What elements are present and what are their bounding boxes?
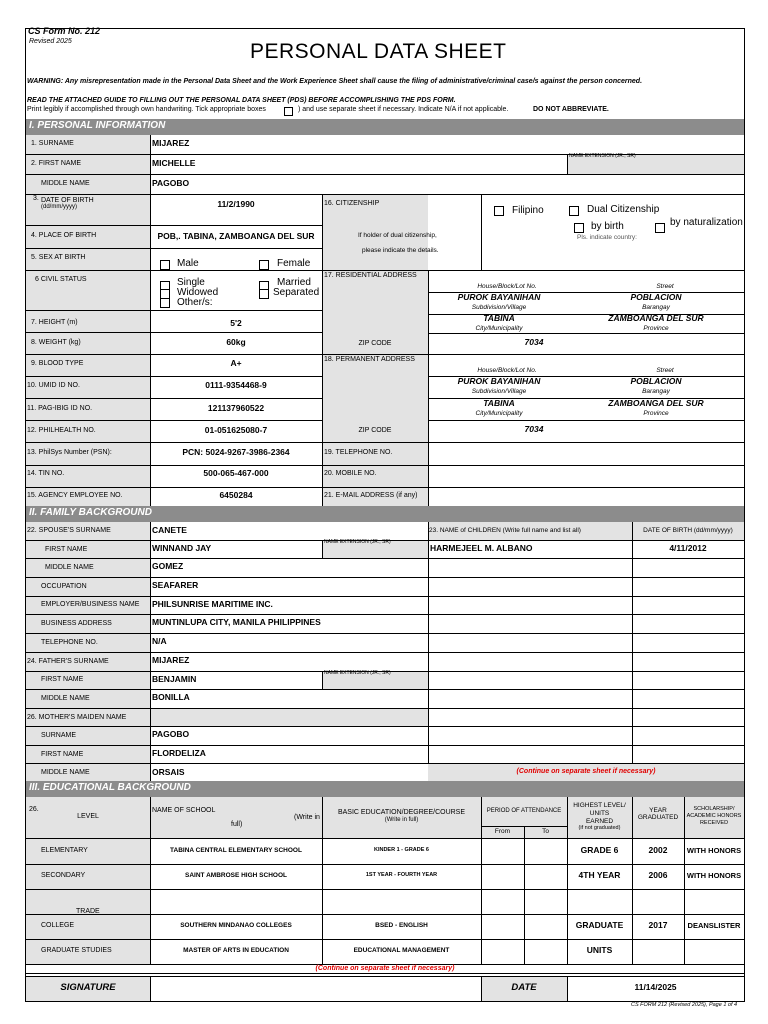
section-educational-background: III. EDUCATIONAL BACKGROUND [26, 781, 744, 797]
citizenship-by-birth-label: by birth [591, 221, 624, 232]
middle-name-label: MIDDLE NAME [41, 180, 90, 187]
umid-label: 10. UMID ID NO. [27, 382, 80, 389]
date-value[interactable]: 11/14/2025 [634, 982, 677, 992]
signature-label: SIGNATURE [60, 982, 116, 993]
father-middle-label: MIDDLE NAME [41, 695, 90, 702]
dual-note-1: If holder of dual citizenship, [358, 232, 437, 239]
children-continue-note: (Continue on separate sheet if necessary) [516, 768, 656, 775]
citizenship-filipino-label: Filipino [512, 205, 544, 216]
tin-value[interactable]: 500-065-467-000 [203, 468, 269, 478]
edu-school-graduate[interactable]: MASTER OF ARTS IN EDUCATION [183, 947, 289, 954]
surname-value[interactable]: MIJAREZ [152, 138, 190, 148]
tin-label: 14. TIN NO. [27, 470, 65, 477]
mother-surname-value[interactable]: PAGOBO [152, 729, 190, 739]
highest-header-1: HIGHEST LEVEL/ [573, 802, 626, 809]
course-write-in: (Write in full) [384, 817, 419, 823]
school-full: full) [231, 821, 243, 828]
first-name-value[interactable]: MICHELLE [152, 158, 196, 168]
citizenship-by-birth-checkbox[interactable] [574, 223, 584, 233]
occupation-label: OCCUPATION [41, 583, 87, 590]
civil-others-label: Other/s: [177, 297, 213, 308]
spouse-telephone-label: TELEPHONE NO. [41, 639, 98, 646]
scholarship-header-2: ACADEMIC HONORS [686, 813, 742, 819]
form-frame [25, 28, 745, 1002]
email-label: 21. E-MAIL ADDRESS (if any) [324, 492, 418, 499]
pob-label: 4. PLACE OF BIRTH [31, 232, 97, 239]
sex-label: 5. SEX AT BIRTH [31, 254, 86, 261]
perm-house-value[interactable]: PUROK BAYANIHAN [457, 376, 541, 386]
mother-maiden-row [150, 708, 428, 726]
page-title: PERSONAL DATA SHEET [250, 40, 507, 63]
spouse-middle-label: MIDDLE NAME [45, 564, 94, 571]
date-label: DATE [511, 982, 537, 993]
citizenship-dual-label: Dual Citizenship [587, 204, 660, 215]
edu-year-college[interactable]: 2017 [648, 920, 668, 930]
edu-honors-elementary[interactable]: WITH HONORS [686, 846, 742, 855]
perm-street-value[interactable]: POBLACION [630, 376, 682, 386]
dual-note-2: please indicate the details. [362, 247, 439, 254]
sex-male-label: Male [177, 258, 199, 269]
scholarship-header-1: SCHOLARSHIP/ [693, 806, 735, 812]
form-number: CS Form No. 212 [28, 26, 101, 36]
edu-highest-graduate[interactable]: UNITS [586, 945, 613, 955]
mother-maiden-label: 26. MOTHER'S MAIDEN NAME [27, 714, 127, 721]
telephone-label: 19. TELEPHONE NO. [324, 449, 393, 456]
first-name-label: 2. FIRST NAME [31, 160, 82, 167]
citizenship-filipino-checkbox[interactable] [494, 206, 504, 216]
education-number: 26. [29, 806, 39, 813]
res-brgy-lbl: Barangay [642, 304, 670, 311]
highest-header-4: (if not graduated) [578, 825, 621, 831]
height-value[interactable]: 5'2 [230, 318, 242, 328]
civil-single-label: Single [177, 277, 205, 288]
occupation-value[interactable]: SEAFARER [152, 580, 199, 590]
course-header: BASIC EDUCATION/DEGREE/COURSE [337, 809, 466, 816]
education-level-column [26, 838, 150, 964]
res-subd-lbl: Subdivision/Village [471, 304, 527, 311]
perm-province-value[interactable]: ZAMBOANGA DEL SUR [608, 398, 704, 408]
signature-field[interactable] [151, 977, 481, 1001]
umid-value[interactable]: 0111-9354468-9 [205, 380, 267, 390]
res-city-value[interactable]: TABINA [483, 313, 515, 323]
edu-level-trade: TRADE [76, 908, 100, 914]
warning-text: WARNING: Any misrepresentation made in the Personal Data Sheet and the Work Experience Sheet shall cause the filing of administrative/criminal case/s against the person concerned. [27, 78, 643, 85]
edu-honors-secondary[interactable]: WITH HONORS [686, 871, 742, 880]
perm-city-lbl: City/Municipality [475, 410, 523, 417]
res-address-label: 17. RESIDENTIAL ADDRESS [324, 272, 417, 279]
res-city-lbl: City/Municipality [475, 325, 523, 332]
civil-separated-label: Separated [273, 287, 320, 298]
dob-value[interactable]: 11/2/1990 [217, 199, 255, 209]
sex-female-checkbox[interactable] [259, 260, 269, 270]
dob-label: DATE OF BIRTH [41, 197, 94, 204]
surname-label: 1. SURNAME [31, 140, 74, 147]
philhealth-value[interactable]: 01-051625080-7 [204, 425, 268, 435]
employer-label: EMPLOYER/BUSINESS NAME [41, 601, 140, 608]
do-not-abbreviate: DO NOT ABBREVIATE. [533, 106, 609, 113]
citizenship-by-nat-label: by naturalization [670, 217, 743, 228]
employer-value[interactable]: PHILSUNRISE MARITIME INC. [152, 599, 273, 609]
edu-year-secondary[interactable]: 2006 [648, 870, 668, 880]
civil-others-checkbox[interactable] [160, 298, 170, 308]
father-middle-value[interactable]: BONILLA [152, 692, 190, 702]
dob-format: (dd/mm/yyyy) [41, 204, 77, 210]
spouse-first-label: FIRST NAME [45, 546, 88, 553]
edu-highest-elementary[interactable]: GRADE 6 [580, 845, 619, 855]
weight-label: 8. WEIGHT (kg) [31, 339, 81, 346]
perm-house-lbl: House/Block/Lot No. [477, 367, 537, 374]
father-first-label: FIRST NAME [41, 676, 84, 683]
blood-label: 9. BLOOD TYPE [31, 360, 84, 367]
highest-header-2: UNITS [589, 810, 610, 817]
period-header: PERIOD OF ATTENDANCE [486, 808, 562, 814]
perm-subd-lbl: Subdivision/Village [471, 388, 527, 395]
children-dob-label: DATE OF BIRTH (dd/mm/yyyy) [643, 527, 733, 534]
level-header: LEVEL [77, 813, 99, 820]
civil-separated-checkbox[interactable] [259, 289, 269, 299]
res-house-lbl: House/Block/Lot No. [477, 283, 537, 290]
edu-course-graduate[interactable]: EDUCATIONAL MANAGEMENT [353, 947, 450, 954]
edu-level-secondary: SECONDARY [41, 872, 86, 879]
spouse-surname-label: 22. SPOUSE'S SURNAME [27, 527, 111, 534]
sex-male-checkbox[interactable] [160, 260, 170, 270]
spouse-first-value[interactable]: WINNAND JAY [152, 543, 212, 553]
edu-school-secondary[interactable]: SAINT AMBROSE HIGH SCHOOL [185, 872, 287, 879]
civil-status-label: 6 CIVIL STATUS [35, 276, 87, 283]
perm-zip-value[interactable]: 7034 [524, 424, 544, 434]
edu-course-secondary[interactable]: 1ST YEAR - FOURTH YEAR [365, 872, 438, 878]
res-street-value[interactable]: POBLACION [630, 292, 682, 302]
citizenship-by-nat-checkbox[interactable] [655, 223, 665, 233]
year-grad-header-2: GRADUATED [637, 814, 679, 821]
spouse-telephone-value[interactable]: N/A [152, 636, 167, 646]
spouse-name-ext-label: NAME EXTENSION (JR., SR) [324, 539, 391, 545]
res-province-value[interactable]: ZAMBOANGA DEL SUR [608, 313, 704, 323]
perm-city-value[interactable]: TABINA [483, 398, 515, 408]
edu-highest-college[interactable]: GRADUATE [575, 920, 624, 930]
mother-surname-label: SURNAME [41, 732, 77, 739]
edu-level-graduate: GRADUATE STUDIES [41, 947, 112, 954]
res-zip-label: ZIP CODE [358, 340, 392, 347]
sex-female-label: Female [277, 258, 311, 269]
perm-street-lbl: Street [656, 367, 674, 374]
philhealth-label: 12. PHILHEALTH NO. [27, 427, 96, 434]
from-header: From [494, 828, 511, 835]
child-1-name[interactable]: HARMEJEEL M. ALBANO [430, 543, 533, 553]
civil-married-label: Married [277, 277, 311, 288]
height-label: 7. HEIGHT (m) [31, 319, 78, 326]
spouse-middle-value[interactable]: GOMEZ [152, 561, 184, 571]
school-write-in: (Write in [294, 814, 320, 821]
res-street-lbl: Street [656, 283, 674, 290]
father-name-ext-label: NAME EXTENSION (JR., SR) [324, 670, 391, 676]
spouse-surname-value[interactable]: CANETE [152, 525, 187, 535]
children-label: 23. NAME of CHILDREN (Write full name and list all) [429, 527, 581, 534]
father-surname-value[interactable]: MIJAREZ [152, 655, 190, 665]
perm-address-label: 18. PERMANENT ADDRESS [324, 356, 415, 363]
read-guide-text: READ THE ATTACHED GUIDE TO FILLING OUT THE PERSONAL DATA SHEET (PDS) BEFORE ACCOMPLISHING THE PDS FORM. [27, 97, 456, 104]
middle-name-value[interactable]: PAGOBO [152, 178, 190, 188]
civil-widowed-label: Widowed [177, 287, 219, 298]
mother-middle-value[interactable]: ORSAIS [152, 767, 185, 777]
weight-value[interactable]: 60kg [226, 337, 246, 347]
print-legibly-text: Print legibly if accomplished through own handwriting. Tick appropriate boxes [27, 106, 266, 113]
perm-prov-lbl: Province [643, 410, 669, 417]
print-legibly-text-2: ) and use separate sheet if necessary. Indicate N/A if not applicable. [298, 106, 509, 113]
edu-school-college[interactable]: SOUTHERN MINDANAO COLLEGES [180, 922, 292, 929]
pob-value[interactable]: POB,. TABINA, ZAMBOANGA DEL SUR [157, 231, 315, 241]
business-address-value[interactable]: MUNTINLUPA CITY, MANILA PHILIPPINES [152, 617, 321, 627]
education-continue-note: (Continue on separate sheet if necessary) [315, 965, 455, 972]
edu-honors-college[interactable]: DEANSLISTER [687, 921, 741, 930]
to-header: To [542, 828, 549, 835]
section-family-background: II. FAMILY BACKGROUND [26, 506, 744, 522]
scholarship-header-3: RECEIVED [699, 820, 729, 826]
pagibig-value[interactable]: 121137960522 [207, 403, 265, 413]
father-first-value[interactable]: BENJAMIN [152, 674, 197, 684]
mother-first-value[interactable]: FLORDELIZA [152, 748, 206, 758]
mother-first-label: FIRST NAME [41, 751, 84, 758]
name-ext-label: NAME EXTENSION (JR., SR) [569, 153, 636, 159]
mobile-label: 20. MOBILE NO. [324, 470, 377, 477]
blood-value[interactable]: A+ [230, 358, 242, 368]
citizenship-label: 16. CITIZENSHIP [324, 200, 380, 207]
form-revision: Revised 2025 [29, 38, 72, 45]
highest-header-3: EARNED [585, 818, 614, 825]
agency-label: 15. AGENCY EMPLOYEE NO. [27, 492, 123, 499]
philsys-value[interactable]: PCN: 5024-9267-3986-2364 [182, 447, 290, 457]
year-grad-header-1: YEAR [649, 807, 667, 814]
agency-value[interactable]: 6450284 [219, 490, 253, 500]
perm-brgy-lbl: Barangay [642, 388, 670, 395]
edu-school-elementary[interactable]: TABINA CENTRAL ELEMENTARY SCHOOL [170, 847, 302, 854]
mother-middle-label: MIDDLE NAME [41, 769, 90, 776]
form-footer: CS FORM 212 (Revised 2025), Page 1 of 4 [631, 1002, 738, 1008]
edu-course-college[interactable]: BSED - ENGLISH [375, 922, 428, 929]
edu-year-elementary[interactable]: 2002 [648, 845, 668, 855]
pagibig-label: 11. PAG-IBIG ID NO. [27, 405, 93, 412]
child-1-dob[interactable]: 4/11/2012 [669, 543, 707, 553]
edu-level-college: COLLEGE [41, 922, 75, 929]
citizenship-dual-checkbox[interactable] [569, 206, 579, 216]
section-personal-info: I. PERSONAL INFORMATION [26, 119, 744, 135]
res-house-value[interactable]: PUROK BAYANIHAN [457, 292, 541, 302]
philsys-label: 13. PhilSys Number (PSN): [27, 449, 112, 456]
res-zip-value[interactable]: 7034 [524, 337, 544, 347]
personal-label-column-2 [322, 194, 428, 510]
edu-course-elementary[interactable]: KINDER 1 - GRADE 6 [373, 847, 429, 853]
perm-zip-label: ZIP CODE [358, 427, 392, 434]
business-address-label: BUSINESS ADDRESS [41, 620, 112, 627]
edu-highest-secondary[interactable]: 4TH YEAR [578, 870, 621, 880]
school-header: NAME OF SCHOOL [152, 807, 216, 814]
res-prov-lbl: Province [643, 325, 669, 332]
pls-indicate-country: Pls. indicate country: [577, 234, 637, 241]
edu-level-elementary: ELEMENTARY [41, 847, 88, 854]
dob-number: 3. [33, 195, 39, 202]
father-surname-label: 24. FATHER'S SURNAME [27, 658, 109, 665]
